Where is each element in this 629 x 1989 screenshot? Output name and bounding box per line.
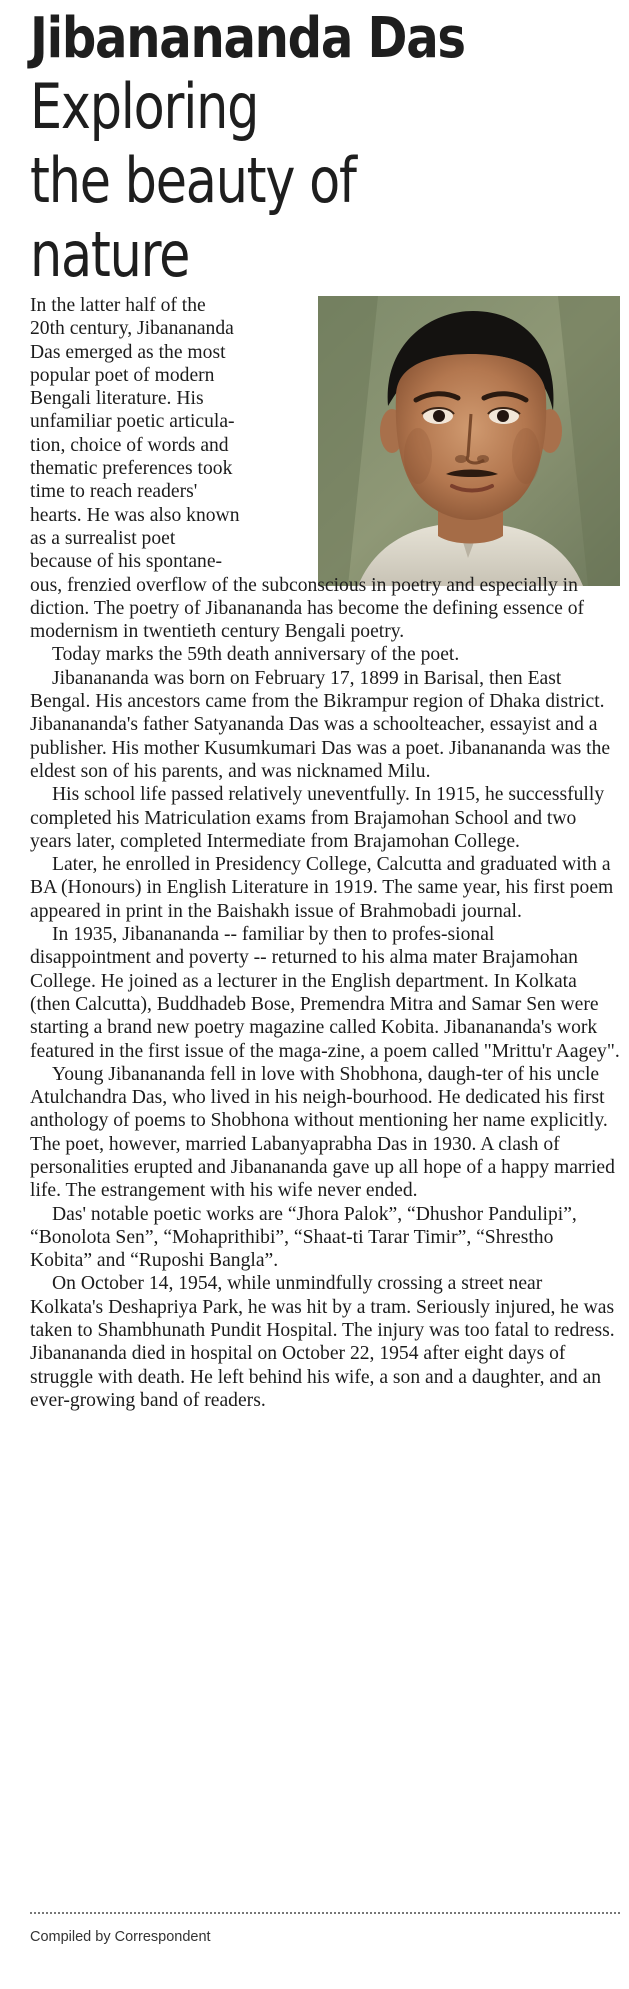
paragraph-birth: Jibanananda was born on February 17, 1899 in Barisal, then East Bengal. His ancestors came from the Bikrampur region of Dhaka district. Jibanananda's father Satyananda Das was a schoolteacher, essayist and a publisher. His mother Kusumkumari Das was a poet. Jibanananda was the eldest son of his parents, and was nicknamed Milu. — [30, 667, 611, 782]
intro-line: hearts. He was also known — [30, 504, 240, 526]
intro-line: In the latter half of the — [30, 295, 206, 316]
intro-line: time to reach readers' — [30, 481, 198, 503]
intro-line: Das emerged as the most — [30, 341, 226, 363]
paragraph-death: On October 14, 1954, while unmindfully crossing a street near Kolkata's Deshapriya Park, he was hit by a tram. Seriously injured, he was taken to Shambhunath Pundit Hospital. The injury was too fatal to redress. Jibanananda died in hospital on October 22, 1954 after eight days of struggle with death. He left behind his wife, a son and a daughter, and an ever-growing band of readers. — [30, 1273, 615, 1411]
intro-wrapped-lines — [30, 294, 312, 574]
paragraph-school: His school life passed relatively uneventfully. In 1915, he successfully completed his Matriculation exams from Brajamohan School and two years later, completed Intermediate from Brajamohan College. — [30, 784, 605, 852]
paragraph-college: Later, he enrolled in Presidency College, Calcutta and graduated with a BA (Honours) in English Literature in 1919. The same year, his first poem appeared in print in the Baishakh issue of Brahmobadi journal. — [30, 854, 614, 922]
intro-line: Bengali literature. His — [30, 388, 204, 410]
byline: Compiled by Correspondent — [30, 1929, 211, 1945]
headline — [30, 8, 629, 292]
headline-title: Jibanananda Das — [30, 6, 465, 71]
intro-line: because of his spontane- — [30, 551, 223, 573]
paragraph-marriage: Young Jibanananda fell in love with Shobhona, daugh-ter of his uncle Atulchandra Das, who lived in his neigh-bourhood. He dedicated his first anthology of poems to Shobhona without mentioning her name explicitly. The poet, however, married Labanyaprabha Das in 1930. A clash of personalities erupted and Jibanananda gave up all hope of a happy married life. The estrangement with his wife never ended. — [30, 1063, 615, 1202]
paragraph-career: In 1935, Jibanananda -- familiar by then to profes-sional disappointment and poverty -- returned to his alma mater Brajamohan College. He joined as a lecturer in the English department. In Kolkata (then Calcutta), Buddhadeb Bose, Premendra Mitra and Samar Sen were starting a brand new poetry magazine called Kobita. Jibanananda's work featured in the first issue of the maga-zine, a poem called "Mrittu'r Aagey". — [30, 924, 620, 1062]
intro-line: thematic preferences took — [30, 458, 233, 480]
article-body — [30, 294, 620, 1412]
paragraph-anniversary: Today marks the 59th death anniversary of the poet. — [52, 644, 460, 666]
intro-continuation: ous, frenzied overflow of the subconscious in poetry and especially in diction. The poetry of Jibanananda has become the defining essence of modernism in twentieth century Bengali poetry. — [30, 574, 585, 643]
intro-line: 20th century, Jibanananda — [30, 318, 234, 340]
divider — [30, 1912, 620, 1914]
intro-line: popular poet of modern — [30, 364, 215, 386]
headline-subtitle-line2: the beauty of nature — [30, 144, 356, 291]
headline-subtitle-line1: Exploring — [30, 70, 259, 143]
paragraph-works: Das' notable poetic works are “Jhora Palok”, “Dhushor Pandulipi”, “Bonolota Sen”, “Mohaprithibi”, “Shaat-ti Tarar Timir”, “Shrestho Kobita” and “Ruposhi Bangla”. — [30, 1203, 577, 1272]
intro-line: unfamiliar poetic articula- — [30, 411, 235, 433]
intro-line: tion, choice of words and — [30, 434, 229, 456]
intro-line: as a surrealist poet — [30, 527, 176, 549]
